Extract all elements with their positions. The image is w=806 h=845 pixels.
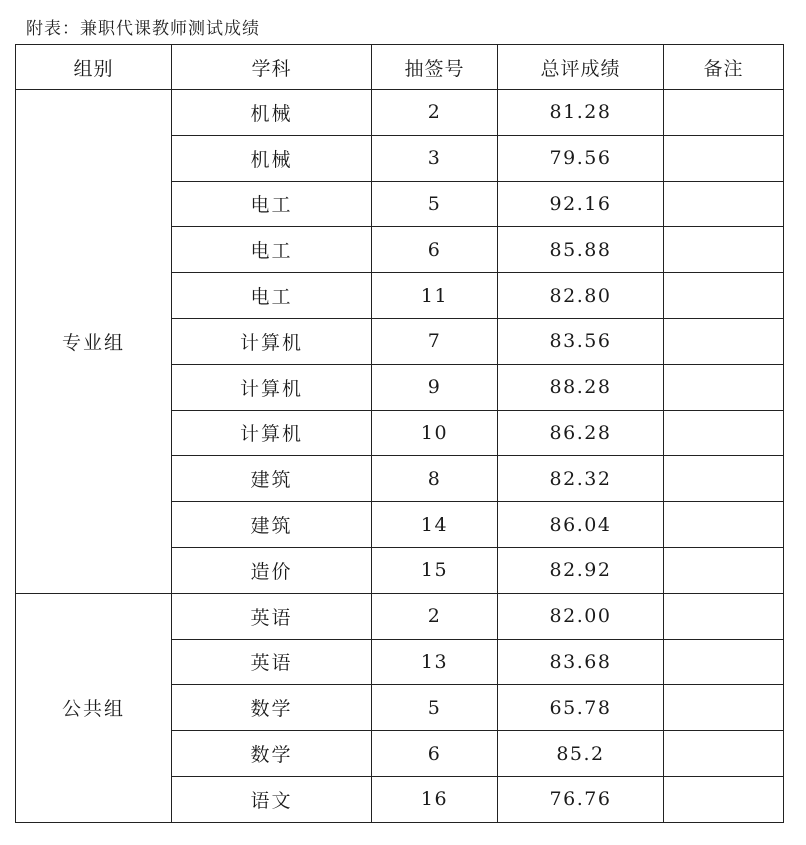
remarks-cell xyxy=(664,181,784,227)
subject-cell: 电工 xyxy=(172,273,372,319)
draw-number-cell: 10 xyxy=(372,410,498,456)
subject-cell: 电工 xyxy=(172,181,372,227)
remarks-cell xyxy=(664,273,784,319)
subject-cell: 计算机 xyxy=(172,364,372,410)
table-header xyxy=(16,45,784,90)
subject-cell: 数学 xyxy=(172,685,372,731)
subject-cell: 机械 xyxy=(172,90,372,136)
draw-number-cell: 7 xyxy=(372,318,498,364)
total-score-cell: 79.56 xyxy=(498,135,664,181)
remarks-cell xyxy=(664,639,784,685)
draw-number-cell: 3 xyxy=(372,135,498,181)
draw-number-cell: 2 xyxy=(372,593,498,639)
remarks-cell xyxy=(664,456,784,502)
total-score-cell: 86.04 xyxy=(498,502,664,548)
table-row xyxy=(16,593,784,639)
draw-number-cell: 2 xyxy=(372,90,498,136)
total-score-cell: 83.68 xyxy=(498,639,664,685)
subject-cell: 语文 xyxy=(172,776,372,822)
remarks-cell xyxy=(664,364,784,410)
subject-cell: 计算机 xyxy=(172,318,372,364)
draw-number-cell: 11 xyxy=(372,273,498,319)
subject-cell: 英语 xyxy=(172,639,372,685)
draw-number-cell: 5 xyxy=(372,181,498,227)
remarks-cell xyxy=(664,227,784,273)
subject-cell: 建筑 xyxy=(172,456,372,502)
remarks-cell xyxy=(664,547,784,593)
total-score-cell: 65.78 xyxy=(498,685,664,731)
header-row xyxy=(16,45,784,90)
draw-number-cell: 15 xyxy=(372,547,498,593)
header-remarks: 备注 xyxy=(664,45,784,90)
score-table xyxy=(15,44,784,823)
header-draw-number: 抽签号 xyxy=(372,45,498,90)
draw-number-cell: 9 xyxy=(372,364,498,410)
subject-cell: 机械 xyxy=(172,135,372,181)
group-cell: 公共组 xyxy=(16,593,172,822)
draw-number-cell: 5 xyxy=(372,685,498,731)
header-total-score: 总评成绩 xyxy=(498,45,664,90)
subject-cell: 造价 xyxy=(172,547,372,593)
subject-cell: 计算机 xyxy=(172,410,372,456)
remarks-cell xyxy=(664,318,784,364)
subject-cell: 电工 xyxy=(172,227,372,273)
header-group: 组别 xyxy=(16,45,172,90)
draw-number-cell: 8 xyxy=(372,456,498,502)
total-score-cell: 82.00 xyxy=(498,593,664,639)
table-body xyxy=(16,90,784,823)
remarks-cell xyxy=(664,502,784,548)
header-subject: 学科 xyxy=(172,45,372,90)
subject-cell: 数学 xyxy=(172,731,372,777)
remarks-cell xyxy=(664,135,784,181)
total-score-cell: 82.80 xyxy=(498,273,664,319)
subject-cell: 建筑 xyxy=(172,502,372,548)
remarks-cell xyxy=(664,685,784,731)
group-cell: 专业组 xyxy=(16,90,172,594)
total-score-cell: 76.76 xyxy=(498,776,664,822)
draw-number-cell: 6 xyxy=(372,731,498,777)
draw-number-cell: 14 xyxy=(372,502,498,548)
total-score-cell: 82.32 xyxy=(498,456,664,502)
total-score-cell: 83.56 xyxy=(498,318,664,364)
total-score-cell: 85.2 xyxy=(498,731,664,777)
draw-number-cell: 6 xyxy=(372,227,498,273)
remarks-cell xyxy=(664,90,784,136)
remarks-cell xyxy=(664,731,784,777)
total-score-cell: 88.28 xyxy=(498,364,664,410)
remarks-cell xyxy=(664,410,784,456)
draw-number-cell: 16 xyxy=(372,776,498,822)
total-score-cell: 92.16 xyxy=(498,181,664,227)
draw-number-cell: 13 xyxy=(372,639,498,685)
subject-cell: 英语 xyxy=(172,593,372,639)
table-caption: 附表：兼职代课教师测试成绩 xyxy=(26,19,260,39)
total-score-cell: 86.28 xyxy=(498,410,664,456)
total-score-cell: 85.88 xyxy=(498,227,664,273)
total-score-cell: 81.28 xyxy=(498,90,664,136)
total-score-cell: 82.92 xyxy=(498,547,664,593)
remarks-cell xyxy=(664,776,784,822)
remarks-cell xyxy=(664,593,784,639)
table-row xyxy=(16,90,784,136)
